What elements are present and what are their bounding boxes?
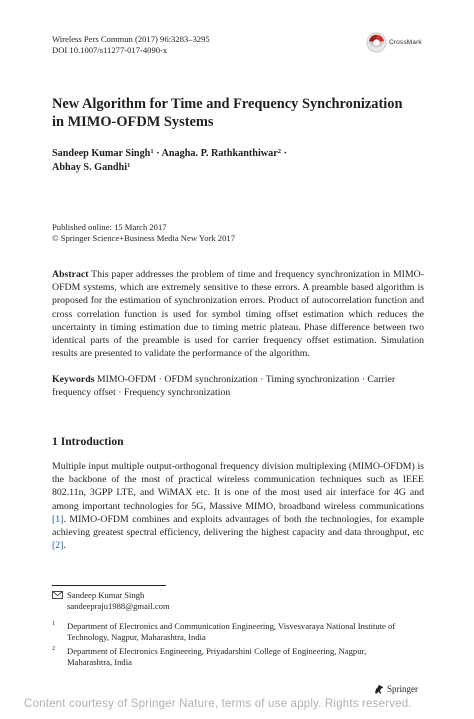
citation-link[interactable]: [1] xyxy=(52,513,64,525)
affiliation-marker: 1 xyxy=(127,161,131,169)
author-name[interactable]: Anagha. P. Rathkanthiwar xyxy=(161,148,278,159)
crossmark-label: CrossMark xyxy=(389,38,422,46)
courtesy-watermark: Content courtesy of Springer Nature, terms of use apply. Rights reserved. xyxy=(24,697,412,710)
affiliation-number: 2 xyxy=(52,646,55,652)
abstract-label: Abstract xyxy=(52,269,89,280)
introduction-paragraph xyxy=(52,460,424,552)
body-text: . MIMO-OFDM combines and exploits advantages of both the technologies, for example achieving greatest spectral efficiency, delivering the highest capacity and data throughput, etc xyxy=(52,513,424,539)
contact-email[interactable]: sandeepraju1988@gmail.com xyxy=(67,601,170,611)
citation-link[interactable]: [2] xyxy=(52,540,64,552)
envelope-icon xyxy=(52,591,63,599)
author-separator: · xyxy=(281,148,287,159)
publication-info xyxy=(52,222,235,244)
keywords-label: Keywords xyxy=(52,374,95,385)
author-name[interactable]: Abhay S. Gandhi xyxy=(52,161,128,173)
springer-logo xyxy=(373,683,418,695)
affiliation-number: 1 xyxy=(52,621,55,627)
springer-label: Springer xyxy=(387,684,418,694)
body-text: . xyxy=(63,540,66,552)
paper-title xyxy=(52,95,412,131)
title-line-2: in MIMO-OFDM Systems xyxy=(52,114,214,130)
author-list xyxy=(52,147,412,174)
crossmark-badge[interactable] xyxy=(366,30,434,54)
crossmark-icon xyxy=(366,32,387,53)
contact-name: Sandeep Kumar Singh xyxy=(67,590,145,600)
copyright-line: © Springer Science+Business Media New York 2017 xyxy=(52,233,235,243)
springer-horse-icon xyxy=(373,683,385,695)
keywords xyxy=(52,373,424,399)
published-date: Published online: 15 March 2017 xyxy=(52,222,167,232)
section-heading: 1 Introduction xyxy=(52,435,124,448)
body-text: Multiple input multiple output-orthogonal frequency division multiplexing (MIMO-OFDM) is the backbone of the most of practical wireless communication techniques such as IEEE 802.11n, 3GPP LTE, and WiMAX etc. It is one of the most used air interface for 4G and among important technologies for 5G, Massive MIMO, broadband wireless communications xyxy=(52,461,424,512)
corresponding-author xyxy=(67,590,170,612)
doi: DOI 10.1007/s11277-017-4090-x xyxy=(52,45,168,55)
affiliation-marker: 1 xyxy=(150,148,154,155)
abstract-text: This paper addresses the problem of time and frequency synchronization in MIMO-OFDM systems, which are extremely sensitive to these errors. A preamble based algorithm is proposed for the estimation of synchronization errors. Product of autocorrelation function and cross correlation function is used for symbol timing offset estimation which reduces the uncertainty in timing estimation due to timing metric plateau. Phase difference between two identical parts of the preamble is used for carrier frequency offset estimation. Simulation results are presented to validate the performance of the algorithm. xyxy=(52,269,424,360)
keywords-text: MIMO-OFDM · OFDM synchronization · Timing synchronization · Carrier frequency offset · Frequency synchronization xyxy=(52,374,396,399)
affiliation-marker: 2 xyxy=(277,148,282,155)
footnote-divider xyxy=(52,585,166,586)
affiliation-text: Department of Electronics Engineering, Priyadarshini College of Engineering, Nagpur, Maharashtra, India xyxy=(67,646,367,667)
title-line-1: New Algorithm for Time and Frequency Synchronization xyxy=(52,96,403,112)
abstract xyxy=(52,268,424,360)
journal-header xyxy=(52,34,210,56)
journal-citation: Wireless Pers Commun (2017) 96:3283–3295 xyxy=(52,34,210,44)
author-name[interactable]: Sandeep Kumar Singh xyxy=(52,148,151,159)
affiliation-text: Department of Electronics and Communication Engineering, Visvesvaraya National Institute of Technology, Nagpur, Maharashtra, India xyxy=(67,621,396,642)
author-separator: · xyxy=(153,148,162,159)
